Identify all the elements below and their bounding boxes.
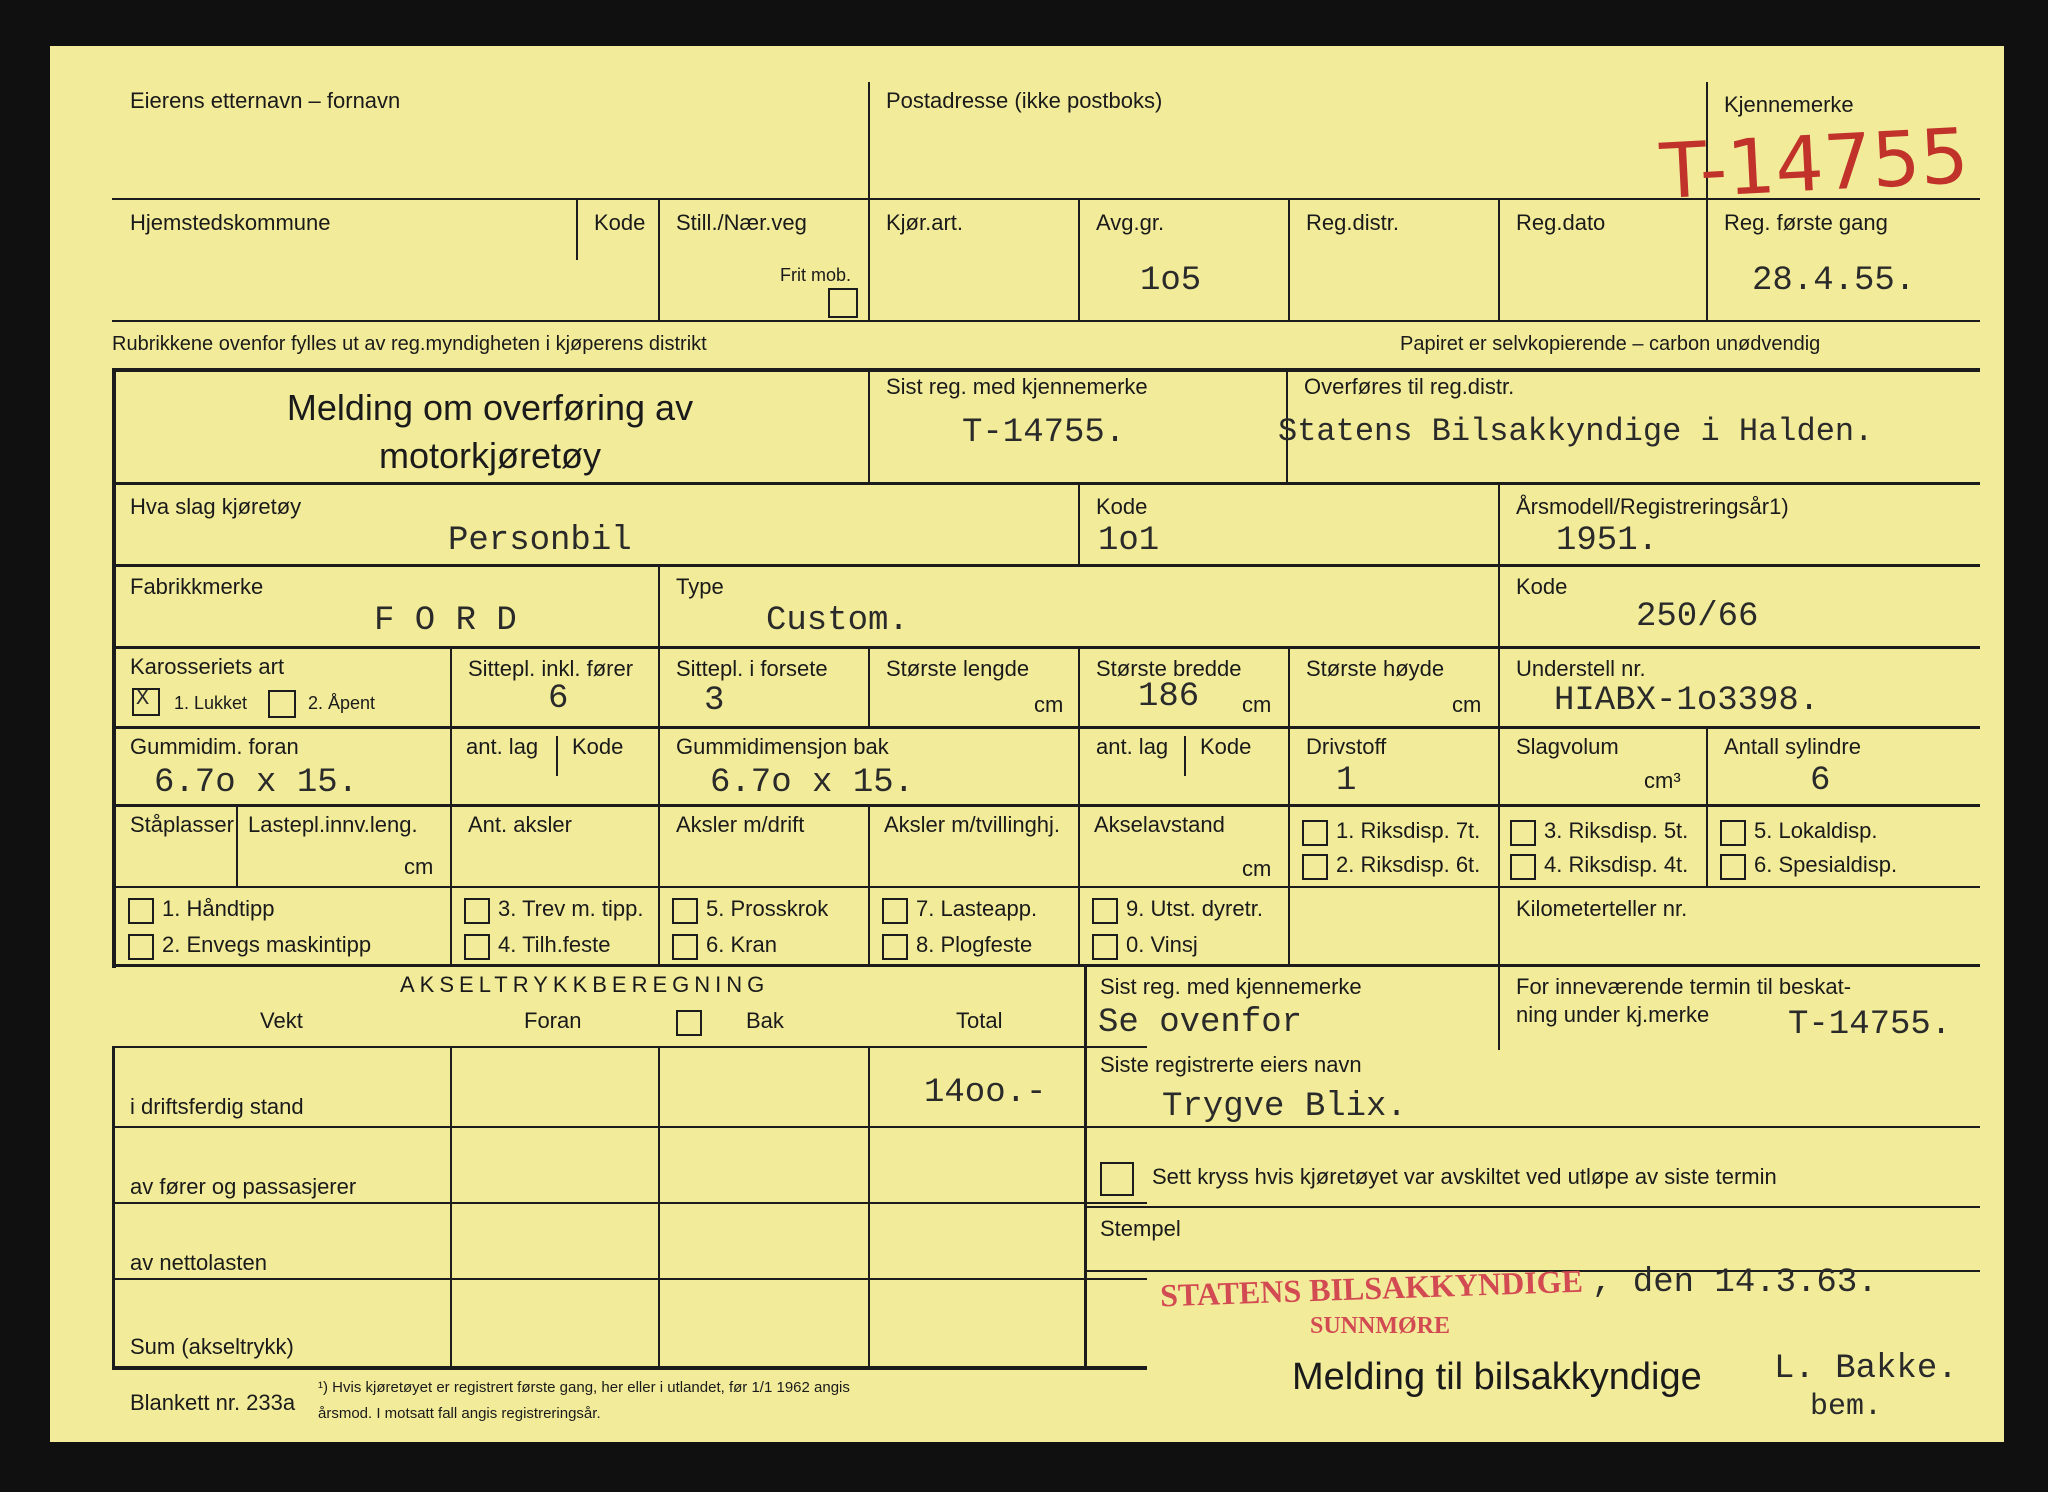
e7-checkbox[interactable] xyxy=(882,898,908,924)
rule xyxy=(868,886,870,966)
reg-date-label: Reg.dato xyxy=(1516,210,1606,235)
rule xyxy=(1706,804,1708,888)
chassis-label: Understell nr. xyxy=(1516,656,1646,681)
deregistered-label: Sett kryss hvis kjøretøyet var avskiltet ved utløpe av siste termin xyxy=(1152,1164,1777,1189)
rule xyxy=(112,1046,115,1370)
e2-checkbox[interactable] xyxy=(128,934,154,960)
rule xyxy=(112,1202,1147,1204)
front-code-label: Kode xyxy=(572,734,624,759)
rule xyxy=(1086,1126,1980,1128)
seats-value: 6 xyxy=(548,680,569,718)
form-title xyxy=(130,384,850,480)
col-rear-label: Bak xyxy=(746,1008,784,1033)
fuel-label: Drivstoff xyxy=(1306,734,1387,759)
plate-handwritten: T-14755 xyxy=(1657,110,1971,217)
lr-owner-value: Trygve Blix. xyxy=(1162,1088,1407,1126)
rule xyxy=(1078,646,1080,728)
lr-last-reg-label: Sist reg. med kjennemerke xyxy=(1100,974,1362,999)
rule xyxy=(868,198,870,320)
term-label2: ning under kj.merke xyxy=(1516,1002,1710,1027)
disp4-label: 4. Riksdisp. 4t. xyxy=(1544,852,1689,877)
height-label: Største høyde xyxy=(1306,656,1445,681)
vehicle-kind-label: Hva slag kjøretøy xyxy=(130,494,302,519)
rule xyxy=(658,564,660,648)
rule xyxy=(658,886,660,966)
bottom-title: Melding til bilsakkyndige xyxy=(1292,1356,1702,1398)
e8-checkbox[interactable] xyxy=(882,934,908,960)
disp5-label: 5. Lokaldisp. xyxy=(1754,818,1878,843)
stamp-label: Stempel xyxy=(1100,1216,1181,1241)
rule xyxy=(868,1046,870,1368)
term-value: T-14755. xyxy=(1788,1006,1952,1044)
rule xyxy=(112,886,1980,888)
rule xyxy=(112,964,1980,967)
rear-tire-label: Gummidimensjon bak xyxy=(676,734,889,759)
rule xyxy=(1498,564,1500,648)
code-label: Kode xyxy=(594,210,646,235)
rule xyxy=(1288,804,1290,888)
col-total-label: Total xyxy=(956,1008,1003,1033)
rule xyxy=(868,646,870,728)
length-unit: cm xyxy=(1034,692,1064,717)
rule xyxy=(112,320,1980,322)
disp4-checkbox[interactable] xyxy=(1510,854,1536,880)
rule xyxy=(868,82,870,200)
lr-owner-label: Siste registrerte eiers navn xyxy=(1100,1052,1362,1077)
note-right: Papiret er selvkopierende – carbon unødvendig xyxy=(1400,333,1821,355)
reg-district-label: Reg.distr. xyxy=(1306,210,1399,235)
rule xyxy=(112,482,1980,485)
body-type-label: Karosseriets art xyxy=(130,654,285,679)
registration-form xyxy=(50,46,2004,1442)
disp2-label: 2. Riksdisp. 6t. xyxy=(1336,852,1481,877)
disp6-checkbox[interactable] xyxy=(1720,854,1746,880)
free-mob-checkbox[interactable] xyxy=(828,288,858,318)
form-number: Blankett nr. 233a xyxy=(130,1390,296,1415)
driven-axles-label: Aksler m/drift xyxy=(676,812,805,837)
rule xyxy=(112,646,1980,649)
fee-group-value: 1o5 xyxy=(1140,262,1202,300)
e9-label: 9. Utst. dyretr. xyxy=(1126,896,1263,921)
cargo-length-unit: cm xyxy=(404,854,434,879)
rule xyxy=(658,804,660,888)
rule xyxy=(1498,198,1500,320)
disp1-checkbox[interactable] xyxy=(1302,820,1328,846)
rule xyxy=(450,726,452,806)
municipality-label: Hjemstedskommune xyxy=(130,210,331,235)
axle-count-label: Ant. aksler xyxy=(468,812,572,837)
signature2: bem. xyxy=(1810,1390,1883,1424)
owner-name-label: Eierens etternavn – fornavn xyxy=(130,88,401,113)
lr-last-reg-value: Se ovenfor xyxy=(1098,1004,1303,1042)
disp2-checkbox[interactable] xyxy=(1302,854,1328,880)
rule xyxy=(112,1126,1147,1128)
vehicle-code-label: Kode xyxy=(1096,494,1148,519)
rear-layers-label: ant. lag xyxy=(1096,734,1169,759)
rule xyxy=(112,1046,1147,1048)
twin-axles-label: Aksler m/tvillinghj. xyxy=(884,812,1061,837)
e1-label: 1. Håndtipp xyxy=(162,896,275,921)
e1-checkbox[interactable] xyxy=(128,898,154,924)
rule xyxy=(1086,1206,1980,1208)
e9-checkbox[interactable] xyxy=(1092,898,1118,924)
row2-label: av fører og passasjerer xyxy=(130,1174,357,1199)
first-reg-value: 28.4.55. xyxy=(1752,262,1916,300)
front-tire-value: 6.7o x 15. xyxy=(154,764,359,802)
rule xyxy=(1288,886,1290,966)
rule xyxy=(1498,886,1500,966)
model-year-label: Årsmodell/Registreringsår1) xyxy=(1516,494,1789,519)
e8-label: 8. Plogfeste xyxy=(916,932,1033,957)
front-seats-value: 3 xyxy=(704,682,725,720)
rule xyxy=(1706,198,1708,320)
front-layers-label: ant. lag xyxy=(466,734,539,759)
row1-label: i driftsferdig stand xyxy=(130,1094,304,1119)
rule xyxy=(1078,482,1080,566)
rule xyxy=(1078,886,1080,966)
disp6-label: 6. Spesialdisp. xyxy=(1754,852,1898,877)
rule xyxy=(658,726,660,806)
width-value: 186 xyxy=(1138,678,1200,716)
rule xyxy=(1084,964,1087,1370)
front-seats-label: Sittepl. i forsete xyxy=(676,656,828,681)
transfer-value: Statens Bilsakkyndige i Halden. xyxy=(1278,413,1874,450)
brand-value: F O R D xyxy=(374,602,517,640)
wheelbase-unit: cm xyxy=(1242,856,1272,881)
position-label: Still./Nær.veg xyxy=(676,210,807,235)
rule xyxy=(112,368,116,968)
rule xyxy=(1498,646,1500,728)
cylinders-label: Antall sylindre xyxy=(1724,734,1861,759)
rule xyxy=(1498,482,1500,566)
note-left: Rubrikkene ovenfor fylles ut av reg.myndigheten i kjøperens distrikt xyxy=(112,333,707,355)
e6-checkbox[interactable] xyxy=(672,934,698,960)
form-title-line2: motorkjøretøy xyxy=(378,435,601,476)
first-reg-label: Reg. første gang xyxy=(1724,210,1888,235)
e2-label: 2. Envegs maskintipp xyxy=(162,932,372,957)
type-label: Type xyxy=(676,574,724,599)
rule xyxy=(112,1278,1147,1280)
wheelbase-label: Akselavstand xyxy=(1094,812,1225,837)
signature: L. Bakke. xyxy=(1774,1350,1958,1388)
last-reg-value: T-14755. xyxy=(962,414,1126,452)
stamp-date: , den 14.3.63. xyxy=(1592,1264,1878,1302)
rule xyxy=(658,198,660,320)
chassis-value: HIABX-1o3398. xyxy=(1554,682,1820,720)
rule xyxy=(112,726,1980,729)
rule xyxy=(112,1366,1147,1370)
front-tire-label: Gummidim. foran xyxy=(130,734,299,759)
e5-checkbox[interactable] xyxy=(672,898,698,924)
e0-checkbox[interactable] xyxy=(1092,934,1118,960)
col-front-label: Foran xyxy=(524,1008,582,1033)
brand-label: Fabrikkmerke xyxy=(130,574,264,599)
e5-label: 5. Prosskrok xyxy=(706,896,829,921)
drive-type-label: Kjør.art. xyxy=(886,210,964,235)
e0-label: 0. Vinsj xyxy=(1126,932,1198,957)
rule xyxy=(1498,726,1500,806)
rear-code-label: Kode xyxy=(1200,734,1252,759)
rule xyxy=(556,736,558,776)
rule xyxy=(450,804,452,888)
rule xyxy=(1498,804,1500,888)
closed-checkbox[interactable] xyxy=(132,688,160,716)
cargo-length-label: Lastepl.innv.leng. xyxy=(248,812,418,837)
e3-checkbox[interactable] xyxy=(464,898,490,924)
model-year-value: 1951. xyxy=(1556,522,1659,560)
width-label: Største bredde xyxy=(1096,656,1242,681)
odometer-label: Kilometerteller nr. xyxy=(1516,896,1688,921)
vehicle-kind-value: Personbil xyxy=(448,522,632,560)
rule xyxy=(1078,198,1080,320)
seats-label: Sittepl. inkl. fører xyxy=(468,656,634,681)
closed-label: 1. Lukket xyxy=(174,693,248,713)
make-code-label: Kode xyxy=(1516,574,1568,599)
rule xyxy=(1288,726,1290,806)
rule xyxy=(112,564,1980,567)
deregistered-checkbox[interactable] xyxy=(1100,1162,1134,1196)
fuel-value: 1 xyxy=(1336,762,1357,800)
standing-label: Ståplasser xyxy=(130,812,234,837)
rule xyxy=(1288,646,1290,728)
row4-label: Sum (akseltrykk) xyxy=(130,1334,294,1359)
width-unit: cm xyxy=(1242,692,1272,717)
disp3-label: 3. Riksdisp. 5t. xyxy=(1544,818,1689,843)
e7-label: 7. Lasteapp. xyxy=(916,896,1038,921)
axle-load-title: AKSELTRYKKBEREGNING xyxy=(400,972,770,997)
rule xyxy=(1498,964,1500,1050)
rule xyxy=(1288,198,1290,320)
disp5-checkbox[interactable] xyxy=(1720,820,1746,846)
rear-checkbox[interactable] xyxy=(676,1010,702,1036)
col-weight-label: Vekt xyxy=(260,1008,303,1033)
rule xyxy=(576,198,578,260)
vehicle-code-value: 1o1 xyxy=(1098,522,1160,560)
footnote-line2: årsmod. I motsatt fall angis registreringsår. xyxy=(318,1405,601,1422)
rule xyxy=(450,1046,452,1368)
row3-label: av nettolasten xyxy=(130,1250,267,1275)
fee-group-label: Avg.gr. xyxy=(1096,210,1165,235)
e4-checkbox[interactable] xyxy=(464,934,490,960)
displacement-unit: cm³ xyxy=(1644,768,1681,793)
rule xyxy=(868,804,870,888)
cylinders-value: 6 xyxy=(1810,762,1831,800)
rule xyxy=(868,368,870,484)
rule xyxy=(1184,736,1186,776)
rule xyxy=(1078,726,1080,806)
e3-label: 3. Trev m. tipp. xyxy=(498,896,644,921)
stamp-line2: SUNNMØRE xyxy=(1310,1313,1451,1339)
disp3-checkbox[interactable] xyxy=(1510,820,1536,846)
last-reg-label: Sist reg. med kjennemerke xyxy=(886,374,1148,399)
term-label1: For inneværende termin til beskat- xyxy=(1516,974,1852,999)
open-label: 2. Åpent xyxy=(308,693,376,713)
rule xyxy=(236,804,238,888)
e6-label: 6. Kran xyxy=(706,932,777,957)
rule xyxy=(658,1046,660,1368)
stamp-line1: STATENS BILSAKKYNDIGE xyxy=(1159,1262,1584,1314)
e4-label: 4. Tilh.feste xyxy=(498,932,611,957)
rule xyxy=(450,886,452,966)
transfer-label: Overføres til reg.distr. xyxy=(1304,374,1515,399)
displacement-label: Slagvolum xyxy=(1516,734,1619,759)
row1-total: 14oo.- xyxy=(924,1074,1047,1112)
type-value: Custom. xyxy=(766,602,909,640)
open-checkbox[interactable] xyxy=(268,690,296,718)
rule xyxy=(1078,804,1080,888)
footnote-line1: ¹) Hvis kjøretøyet er registrert første gang, her eller i utlandet, før 1/1 1962 angis xyxy=(318,1379,850,1396)
free-mob-label: Frit mob. xyxy=(780,265,852,285)
rear-tire-value: 6.7o x 15. xyxy=(710,764,915,802)
rule xyxy=(112,368,1980,372)
height-unit: cm xyxy=(1452,692,1482,717)
rule xyxy=(658,646,660,728)
disp1-label: 1. Riksdisp. 7t. xyxy=(1336,818,1481,843)
length-label: Største lengde xyxy=(886,656,1030,681)
postal-address-label: Postadresse (ikke postboks) xyxy=(886,88,1163,113)
rule xyxy=(1706,726,1708,806)
rule xyxy=(112,804,1980,807)
form-title-line1: Melding om overføring av xyxy=(286,387,694,428)
rule xyxy=(450,646,452,728)
plate-label: Kjennemerke xyxy=(1724,92,1854,117)
make-code-value: 250/66 xyxy=(1636,598,1759,636)
